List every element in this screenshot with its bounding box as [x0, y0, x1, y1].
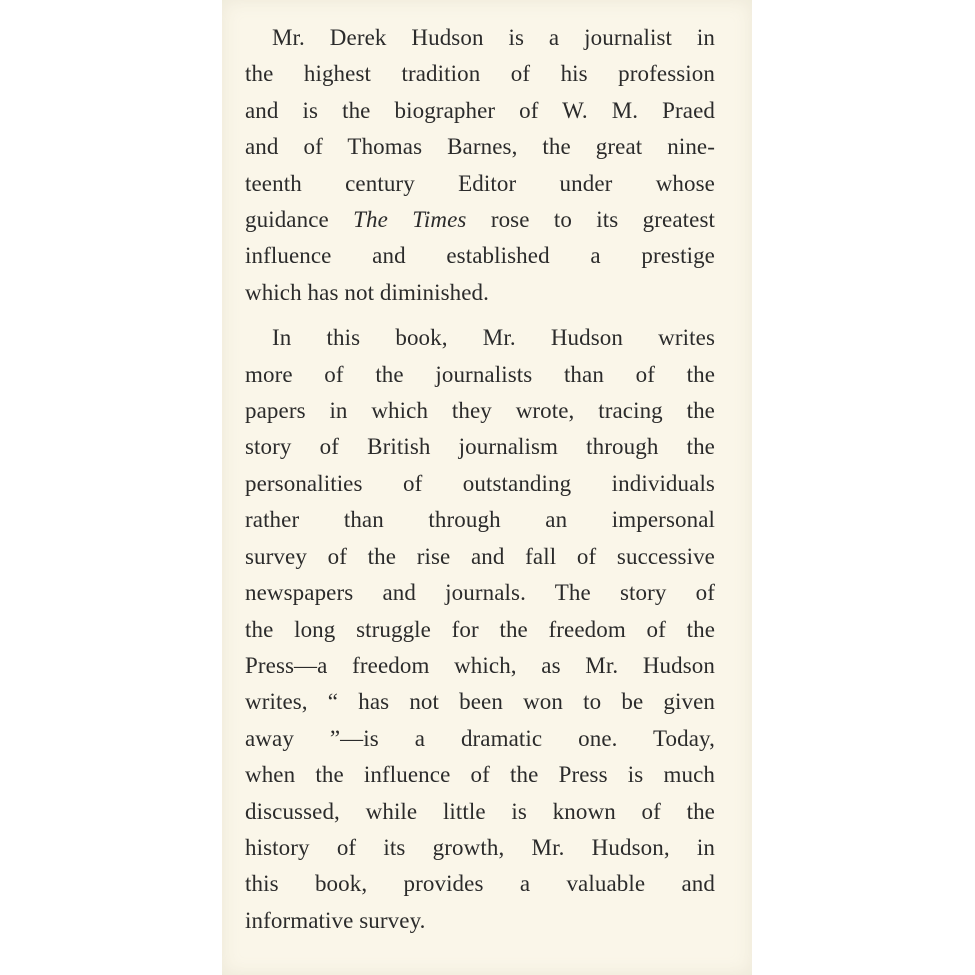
paragraph-2	[245, 320, 715, 939]
text-line: away ”—is a dramatic one. Today,	[245, 725, 715, 751]
text-line	[245, 202, 715, 238]
text-line: story of British journalism through the	[245, 434, 715, 460]
text-line: personalities of outstanding individuals	[245, 470, 715, 496]
text-line: papers in which they wrote, tracing the	[245, 398, 715, 424]
text-line: survey of the rise and fall of successive	[245, 543, 715, 569]
text-line: teenth century Editor under whose	[245, 170, 715, 196]
text-line: influence and established a prestige	[245, 243, 715, 269]
text-line: which has not diminished.	[245, 279, 489, 305]
text-line: discussed, while little is known of the	[245, 798, 715, 824]
text-line: newspapers and journals. The story of	[245, 580, 715, 606]
text-line: more of the journalists than of the	[245, 361, 715, 387]
text-line: informative survey.	[245, 907, 426, 933]
text-line: when the influence of the Press is much	[245, 762, 715, 788]
italic-title: The Times	[353, 207, 467, 233]
paragraph-1	[245, 20, 715, 311]
text-line: Mr. Derek Hudson is a journalist in	[272, 25, 715, 50]
text-line: and of Thomas Barnes, the great nine-	[245, 134, 715, 160]
text-line: the highest tradition of his profession	[245, 61, 715, 87]
text-line: the long struggle for the freedom of the	[245, 616, 715, 642]
text-run: rose to its greatest	[466, 207, 715, 233]
text-line: In this book, Mr. Hudson writes	[272, 325, 715, 351]
text-line: Press—a freedom which, as Mr. Hudson	[245, 652, 715, 678]
text-line: history of its growth, Mr. Hudson, in	[245, 834, 715, 860]
blurb-text	[245, 20, 715, 939]
text-line: and is the biographer of W. M. Praed	[245, 97, 715, 123]
text-line: rather than through an impersonal	[245, 507, 715, 533]
text-line: this book, provides a valuable and	[245, 871, 715, 897]
text-run: guidance	[245, 207, 354, 233]
text-line: writes, “ has not been won to be given	[245, 689, 715, 715]
